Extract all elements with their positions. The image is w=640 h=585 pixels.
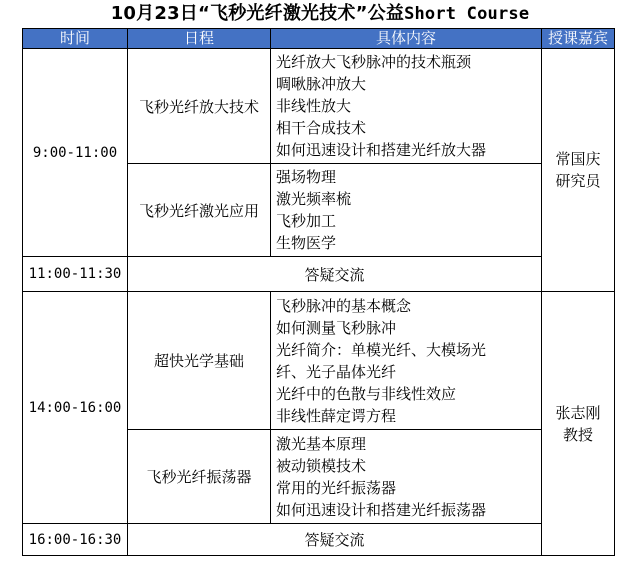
- header-content: 具体内容: [271, 29, 542, 49]
- time-cell: [23, 49, 128, 257]
- lecturer-title: 教授: [562, 425, 593, 444]
- header-time: 时间: [23, 29, 128, 49]
- content-item: 非线性薛定谔方程: [276, 406, 397, 425]
- schedule-cell: 飞秒光纤振荡器: [128, 430, 271, 524]
- table-row: [23, 257, 615, 292]
- title-suffix: Short Course: [404, 4, 530, 24]
- content-item: 常用的光纤振荡器: [276, 478, 397, 497]
- content-item: 被动锁模技术: [276, 456, 367, 475]
- lecturer-title: 研究员: [555, 172, 601, 190]
- lecturer-cell: [542, 292, 615, 556]
- content-cell: [271, 164, 542, 257]
- table-row: [23, 524, 615, 556]
- time-cell: [23, 524, 128, 556]
- content-item: 激光基本原理: [276, 434, 367, 453]
- content-item: 激光频率梳: [276, 190, 352, 208]
- content-cell: [271, 430, 542, 524]
- time-cell: [23, 257, 128, 292]
- content-item: 飞秒加工: [276, 212, 337, 230]
- header-lecturer: 授课嘉宾: [542, 29, 615, 49]
- schedule-cell: 超快光学基础: [128, 292, 271, 430]
- content-item: 如何测量飞秒脉冲: [276, 318, 397, 337]
- content-item: 相干合成技术: [276, 119, 367, 137]
- content-item: 光纤中的色散与非线性效应: [276, 384, 457, 403]
- content-item: 纤、光子晶体光纤: [276, 362, 397, 381]
- content-item: 飞秒脉冲的基本概念: [276, 296, 412, 315]
- time-cell: [23, 292, 128, 524]
- header-row: [23, 29, 615, 49]
- schedule-table: [22, 28, 615, 556]
- lecturer-cell: [542, 49, 615, 292]
- schedule-cell: 飞秒光纤放大技术: [128, 49, 271, 164]
- content-item: 生物医学: [276, 234, 337, 252]
- time-qa-afternoon: 16:00-16:30: [28, 531, 122, 548]
- lecturer-name: 常国庆: [555, 150, 601, 168]
- content-item: 非线性放大: [276, 97, 352, 115]
- content-cell: [271, 292, 542, 430]
- content-item: 啁啾脉冲放大: [276, 75, 367, 93]
- content-item: 如何迅速设计和搭建光纤振荡器: [276, 500, 487, 519]
- content-item: 光纤放大飞秒脉冲的技术瓶颈: [276, 53, 472, 71]
- content-item: 如何迅速设计和搭建光纤放大器: [276, 141, 487, 159]
- table-row: [23, 292, 615, 430]
- qa-cell: 答疑交流: [128, 257, 542, 292]
- time-qa-morning: 11:00-11:30: [28, 266, 122, 282]
- time-morning: 9:00-11:00: [32, 144, 118, 161]
- content-item: 光纤简介：单模光纤、大模场光: [276, 340, 487, 359]
- content-cell: [271, 49, 542, 164]
- title-prefix: 10月23日“飞秒光纤激光技术”公益: [110, 3, 405, 24]
- qa-cell: 答疑交流: [128, 524, 542, 556]
- page-title: [0, 2, 640, 26]
- lecturer-name: 张志刚: [555, 403, 601, 422]
- time-afternoon: 14:00-16:00: [28, 399, 122, 416]
- content-item: 强场物理: [276, 168, 337, 186]
- header-schedule: 日程: [128, 29, 271, 49]
- table-row: [23, 49, 615, 164]
- schedule-cell: 飞秒光纤激光应用: [128, 164, 271, 257]
